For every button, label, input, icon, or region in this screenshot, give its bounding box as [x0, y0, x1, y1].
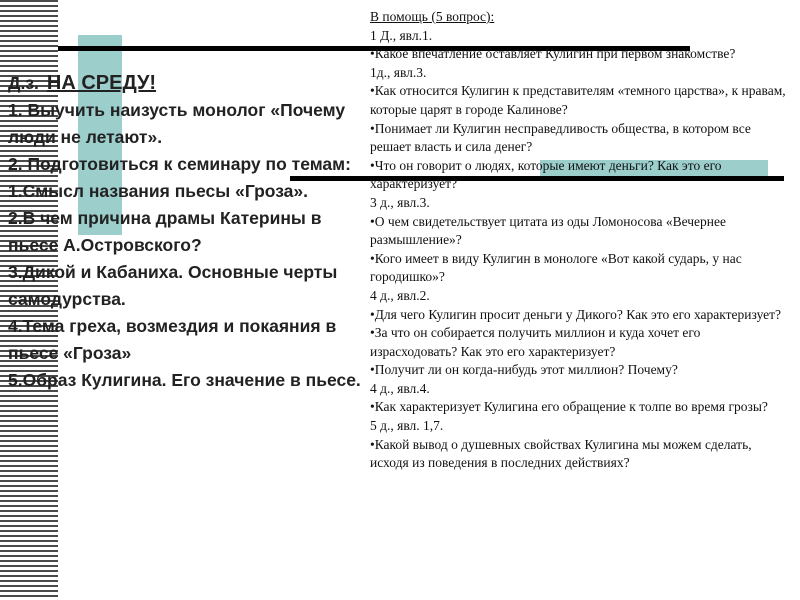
- seminar-topic: 2.В чем причина драмы Катерины в пьесе А.Островского?: [8, 208, 322, 255]
- assignment-item: 2. Подготовиться к семинару по темам:: [8, 154, 351, 174]
- help-line: •Кого имеет в виду Кулигин в монологе «Вот какой сударь, у нас городишко»?: [370, 250, 742, 285]
- help-line: •За что он собирается получить миллион и куда хочет его израсходовать? Как это его характеризует?: [370, 325, 701, 359]
- help-line: •Что он говорит о людях, которые имеют деньги? Как это его характеризует?: [370, 157, 722, 192]
- help-line: •О чем свидетельствует цитата из оды Ломоносова «Вечернее размышление»?: [370, 213, 726, 248]
- help-line: 3 д., явл.3.: [370, 194, 430, 210]
- seminar-topic: 3.Дикой и Кабаниха. Основные черты самодурства.: [8, 262, 338, 309]
- assignment-item: 1. Выучить наизусть монолог «Почему люди не летают».: [8, 100, 346, 147]
- help-line: •Для чего Кулигин просит деньги у Дикого? Как это его характеризует?: [370, 306, 782, 322]
- help-line: •Как относится Кулигин к представителям «темного царства», к нравам, которые царят в городе Калинове?: [370, 83, 786, 117]
- help-line: 5 д., явл. 1,7.: [370, 418, 444, 434]
- help-line: 4 д., явл.4.: [370, 380, 430, 396]
- help-line: 4 д., явл.2.: [370, 287, 430, 303]
- help-line: •Как характеризует Кулигина его обращение к толпе во время грозы?: [370, 399, 768, 415]
- homework-title: НА СРЕДУ!: [46, 72, 157, 94]
- help-line: •Получит ли он когда-нибудь этот миллион? Почему?: [370, 362, 678, 378]
- help-title: В помощь (5 вопрос):: [370, 9, 495, 24]
- homework-assignment: [8, 70, 363, 394]
- help-line: •Какой вывод о душевных свойствах Кулигина мы можем сделать, исходя из поведения в последних действиях?: [370, 436, 752, 471]
- help-line: •Понимает ли Кулигин несправедливость общества, в котором все решает власть и сила денег?: [370, 120, 751, 155]
- help-line: 1 Д., явл.1.: [370, 27, 433, 43]
- seminar-topic: 5.Образ Кулигина. Его значение в пьесе.: [8, 370, 361, 390]
- help-questions: [370, 8, 790, 473]
- homework-header: [8, 70, 363, 97]
- help-line: 1д., явл.3.: [370, 64, 427, 80]
- seminar-topic: 1.Смысл названия пьесы «Гроза».: [8, 181, 309, 201]
- help-line: •Какое впечатление оставляет Кулигин при первом знакомстве?: [370, 46, 736, 62]
- homework-label: Д.з.: [8, 73, 39, 93]
- seminar-topic: 4.Тема греха, возмездия и покаяния в пьесе «Гроза»: [8, 316, 337, 363]
